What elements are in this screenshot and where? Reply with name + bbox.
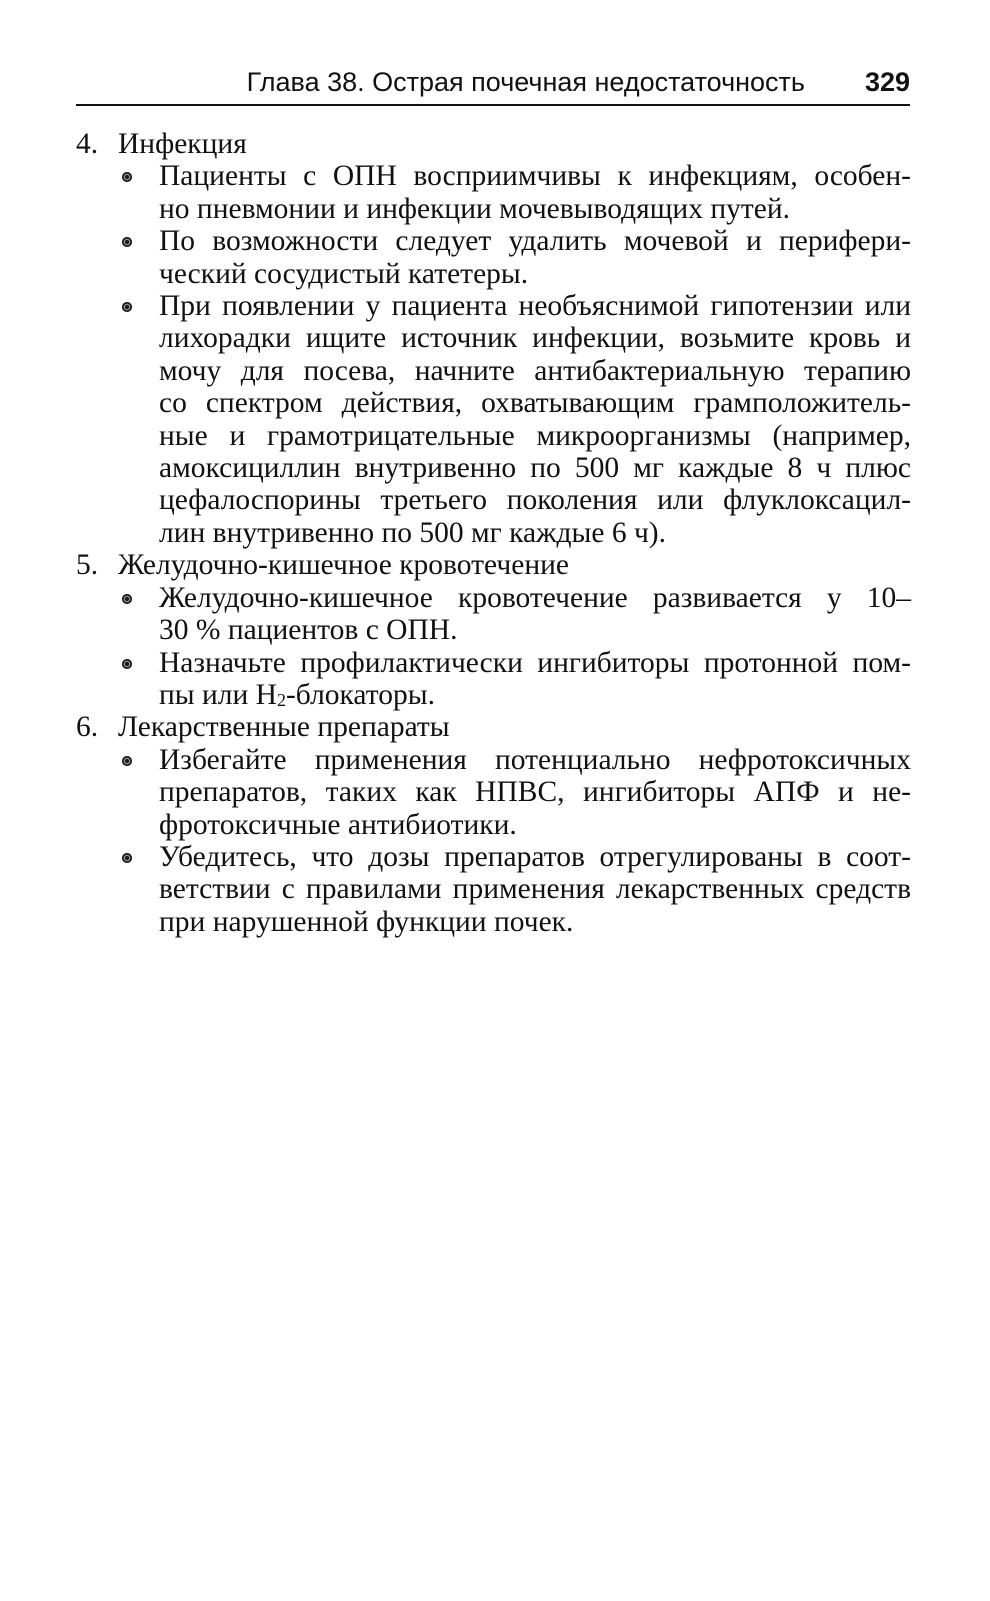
section-title: Лекарственные препараты	[118, 711, 450, 744]
text-fragment: -блокаторы.	[285, 678, 435, 711]
list-item	[76, 841, 911, 938]
chapter-title: Глава 38. Острая почечная недостаточность	[246, 67, 805, 97]
text-line: По возможности следует удалить мочевой и перифери-	[159, 225, 911, 258]
subscript: 2	[276, 689, 286, 710]
section-title: Желудочно-кишечное кровотечение	[118, 549, 569, 582]
text-line: лихорадки ищите источник инфекции, возьмите кровь и	[159, 322, 911, 355]
text-line	[159, 679, 911, 711]
text-line: цефалоспорины третьего поколения или флуклоксацил-	[159, 484, 911, 517]
text-line: 30 % пациентов с ОПН.	[159, 614, 458, 647]
section-infection	[76, 128, 911, 549]
text-line: фротоксичные антибиотики.	[159, 808, 517, 841]
list-item	[76, 290, 911, 549]
text-line: амоксициллин внутривенно по 500 мг каждые 8 ч плюс	[159, 452, 911, 485]
text-line: ветствии с правилами применения лекарственных средств	[159, 873, 911, 906]
text-line: лин внутривенно по 500 мг каждые 6 ч).	[159, 516, 666, 549]
list-item	[76, 744, 911, 841]
text-line: Избегайте применения потенциально нефротоксичных	[159, 743, 911, 776]
section-number: 4.	[76, 128, 99, 160]
page-number: 329	[864, 67, 910, 97]
text-line: ческий сосудистый катетеры.	[159, 257, 529, 290]
text-line: Пациенты с ОПН восприимчивы к инфекциям, особен-	[159, 160, 911, 193]
section-heading	[76, 711, 911, 743]
list-item	[76, 582, 911, 647]
text-line: но пневмонии и инфекции мочевыводящих путей.	[159, 192, 791, 225]
list-item	[76, 225, 911, 290]
section-heading	[76, 549, 911, 581]
bullet-icon	[122, 594, 132, 604]
section-number: 6.	[76, 711, 99, 744]
bullet-icon	[122, 172, 132, 182]
page-body	[76, 128, 911, 938]
text-fragment: пы или Н	[159, 678, 277, 711]
section-medications	[76, 711, 911, 938]
bullet-icon	[122, 237, 132, 247]
list-item	[76, 647, 911, 712]
text-line: препаратов, таких как НПВС, ингибиторы АПФ и не-	[159, 776, 911, 809]
section-gi-bleeding	[76, 549, 911, 711]
text-line: Желудочно-кишечное кровотечение развивается у 10–	[159, 581, 911, 614]
text-line: Убедитесь, что дозы препаратов отрегулированы в соот-	[159, 840, 911, 873]
bullet-icon	[122, 659, 132, 669]
text-line: Назначьте профилактически ингибиторы протонной пом-	[159, 646, 911, 679]
bullet-icon	[122, 853, 132, 863]
text-line: мочу для посева, начните антибактериальную терапию	[159, 354, 911, 387]
running-header	[76, 60, 910, 106]
text-line: со спектром действия, охватывающим грамположитель-	[159, 387, 911, 420]
text-line: при нарушенной функции почек.	[159, 905, 574, 938]
section-heading	[76, 128, 911, 160]
bullet-icon	[122, 302, 132, 312]
list-item	[76, 160, 911, 225]
section-number: 5.	[76, 549, 99, 582]
text-line: ные и грамотрицательные микроорганизмы (например,	[159, 419, 911, 452]
bullet-icon	[122, 756, 132, 766]
text-line: При появлении у пациента необъяснимой гипотензии или	[159, 290, 911, 323]
section-title: Инфекция	[118, 128, 247, 160]
